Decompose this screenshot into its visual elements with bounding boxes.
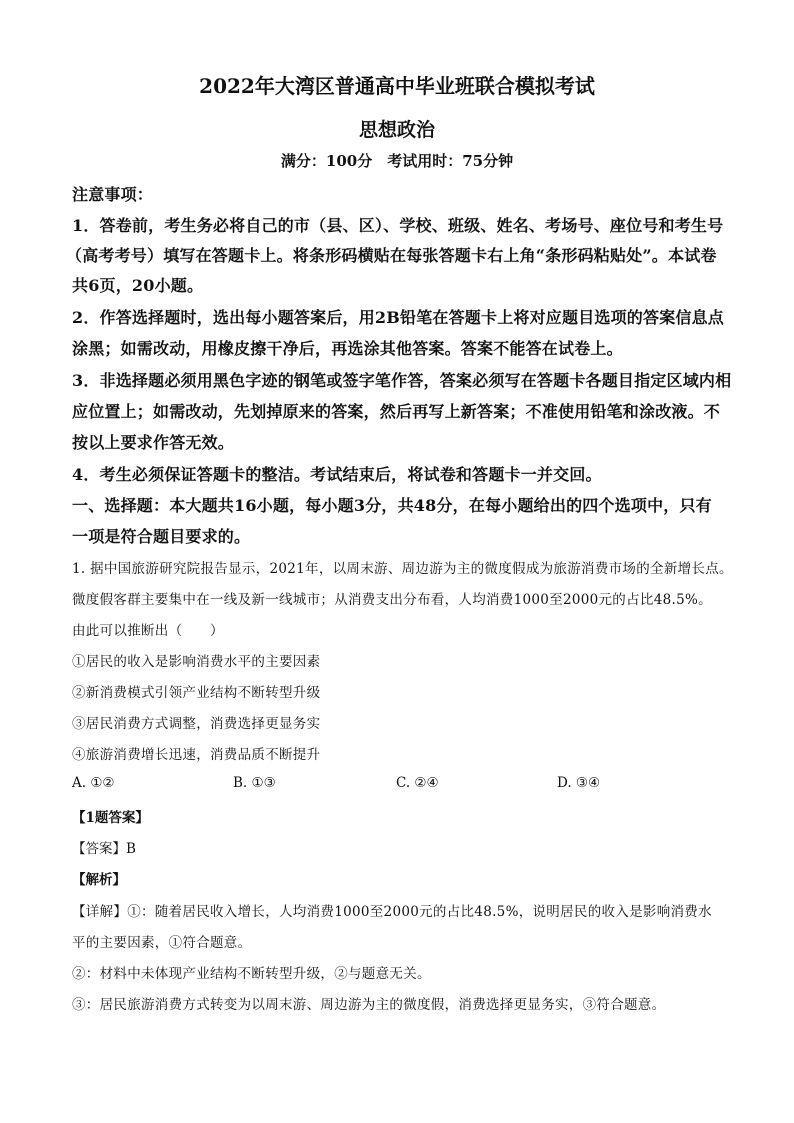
notice-line: 2．作答选择题时，选出每小题答案后，用2B铅笔在答题卡上将对应题目选项的答案信息点 (72, 308, 724, 327)
statement-item: ④旅游消费增长迅速，消费品质不断提升 (72, 747, 321, 763)
notice-line: 3．非选择题必须用黑色字迹的钢笔或签字笔作答，答案必须写在答题卡各题目指定区域内相 (72, 371, 732, 390)
notice-line: 涂黑；如需改动，用橡皮擦干净后，再选涂其他答案。答案不能答在试卷上。 (72, 339, 623, 358)
section-heading: 一项是符合题目要求的。 (72, 527, 251, 546)
statement-item: ①居民的收入是影响消费水平的主要因素 (72, 654, 321, 670)
section-heading: 一、选择题：本大题共16小题，每小题3分，共48分，在每小题给出的四个选项中，只有 (72, 496, 712, 515)
notice-heading: 注意事项： (72, 185, 154, 204)
notice-line: 按以上要求作答无效。 (72, 433, 235, 452)
answer-line: 【答案】B (72, 841, 136, 857)
notice-line: 共6页，20小题。 (72, 276, 204, 295)
question-stem: 微度假客群主要集中在一线及新一线城市；从消费支出分布看，人均消费1000至2000元的占比48.5%。 (72, 592, 712, 608)
notice-line: （高考考号）填写在答题卡上。将条形码横贴在每张答题卡右上角“条形码粘贴处”。本试卷 (66, 246, 717, 265)
question-stem: 1. 据中国旅游研究院报告显示，2021年，以周末游、周边游为主的微度假成为旅游消费市场的全新增长点。 (72, 561, 733, 577)
analysis-line: ③：居民旅游消费方式转变为以周末游、周边游为主的微度假，消费选择更显务实，③符合题意。 (72, 997, 666, 1013)
statement-item: ②新消费模式引领产业结构不断转型升级 (72, 685, 321, 701)
option-c: C. ②④ (396, 775, 439, 791)
analysis-line: 平的主要因素，①符合题意。 (72, 935, 252, 951)
notice-line: 应位置上；如需改动，先划掉原来的答案，然后再写上新答案；不准使用铅笔和涂改液。不 (72, 402, 721, 421)
option-d: D. ③④ (557, 775, 601, 791)
option-a: A. ①② (72, 775, 115, 791)
exam-title: 2022年大湾区普通高中毕业班联合模拟考试 (199, 74, 595, 98)
question-stem: 由此可以推断出（ ） (72, 623, 224, 639)
subject-title: 思想政治 (358, 119, 435, 141)
statement-item: ③居民消费方式调整，消费选择更显务实 (72, 716, 321, 732)
analysis-line: ②：材料中未体现产业结构不断转型升级，②与题意无关。 (72, 966, 431, 982)
option-b: B. ①③ (233, 775, 276, 791)
notice-line: 1．答卷前，考生务必将自己的市（县、区）、学校、班级、姓名、考场号、座位号和考生号 (72, 216, 724, 235)
analysis-tag: 【解析】 (72, 872, 126, 888)
answer-tag: 【1题答案】 (72, 810, 149, 826)
score-time-line: 满分：100分 考试用时：75分钟 (280, 152, 514, 170)
analysis-line: 【详解】①：随着居民收入增长，人均消费1000至2000元的占比48.5%，说明居民的收入是影响消费水 (72, 904, 712, 920)
notice-line: 4．考生必须保证答题卡的整洁。考试结束后，将试卷和答题卡一并交回。 (72, 465, 602, 484)
